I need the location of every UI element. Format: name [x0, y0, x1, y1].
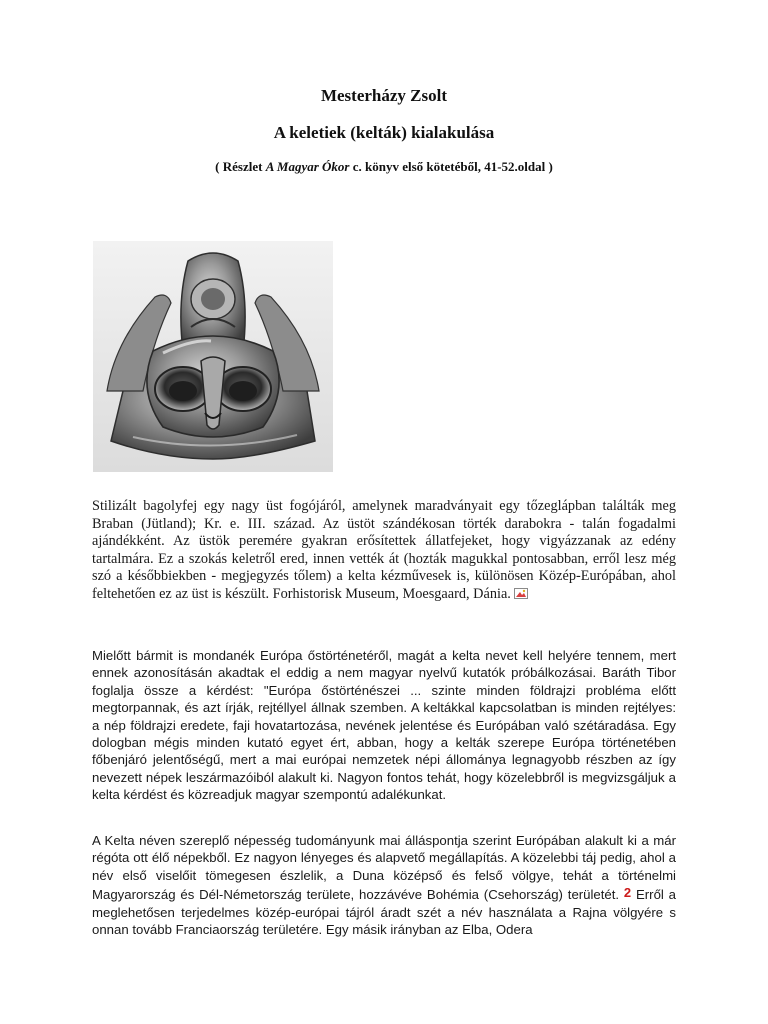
subtitle-book-title: A Magyar Ókor [265, 159, 350, 174]
body-paragraph-2 [92, 832, 676, 938]
broken-image-icon [514, 587, 528, 598]
author-name: Mesterházy Zsolt [320, 86, 448, 105]
owl-head-photo [93, 241, 333, 472]
caption-text: Stilizált bagolyfej egy nagy üst fogójáról, amelynek maradványait egy tőzeglápban találták meg Braban (Jütland); Kr. e. III. század. Az üstöt szándékosan törték darabokra - talán fogadalmi ajándékként. Az üstök peremére gyakran erősítettek állatfejeket, hogy vigyázzanak az edény tartalmára. Ez a szokás keletről ered, innen vették át (hozták magukkal pontosabban, erről lesz még szó a későbbiekben - megjegyzés tőlem) a kelta kézművesek is, különösen Közép-Európában, ahol feltehetően ez az üst is készült. Forhistorisk Museum, Moesgaard, Dánia. [92, 498, 676, 602]
body-paragraph-1: Mielőtt bármit is mondanék Európa őstörténetéről, magát a kelta nevet kell helyére tennem, mert ennek azonosításán akadtak el eddig a nem magyar nyelvű kutatók próbálkozásai. Baráth Tibor foglalja össze a kérdést: "Európa őstörténészei ... szinte minden földrajzi probléma előtt megtorpannak, és azt írják, rejtéllyel állnak szemben. A keltákkal kapcsolatban is minden rejtélyes: a nép földrajzi eredete, faji hovatartozása, nevének jelentése és Európában való szétáradása. Egy dologban mégis minden kutató egyet ért, abban, hogy a kelták szerepe Európa történetében főbenjáró jelentőségű, mert a mai európai nemzetek népi állománya legnagyobb részben az így nevezett népek leszármazóiból alakult ki. Nagyon fontos tehát, hogy közelebbről is megvizsgáljuk a kelta kérdést és közreadjuk magyar szempontú adalékunkat. [92, 648, 676, 803]
subtitle-rest: c. könyv első kötetéből, 41-52.oldal ) [349, 159, 553, 174]
subtitle-open: ( Részlet [215, 159, 266, 174]
paragraph-text-a: A Kelta néven szereplő népesség tudományunk mai álláspontja szerint Európában alakult ki a már régóta ott élő népekből. Ez nagyon lényeges és alapvető megállapítás. A közelebbi táj pedig, ahol a név első viselőit tömegesen észlelik, a Duna középső és felső völgye, tehát a történelmi Magyarország és Dél-Németország területe, hozzávéve Bohémia (Csehország) területét. [92, 833, 676, 903]
photo-caption [92, 498, 676, 603]
owl-head-sculpture-image [93, 241, 333, 472]
document-title: A keletiek (kelták) kialakulása [273, 123, 495, 142]
document-subtitle [0, 159, 768, 175]
footnote-marker[interactable]: 2 [623, 885, 632, 901]
paragraph-text-b: Erről a meglehetősen terjedelmes közép-európai tájról áradt szét a név használata a Rajna völgyére s onnan tovább Franciaország területére. Egy másik irányban az Elba, Odera [92, 887, 676, 938]
